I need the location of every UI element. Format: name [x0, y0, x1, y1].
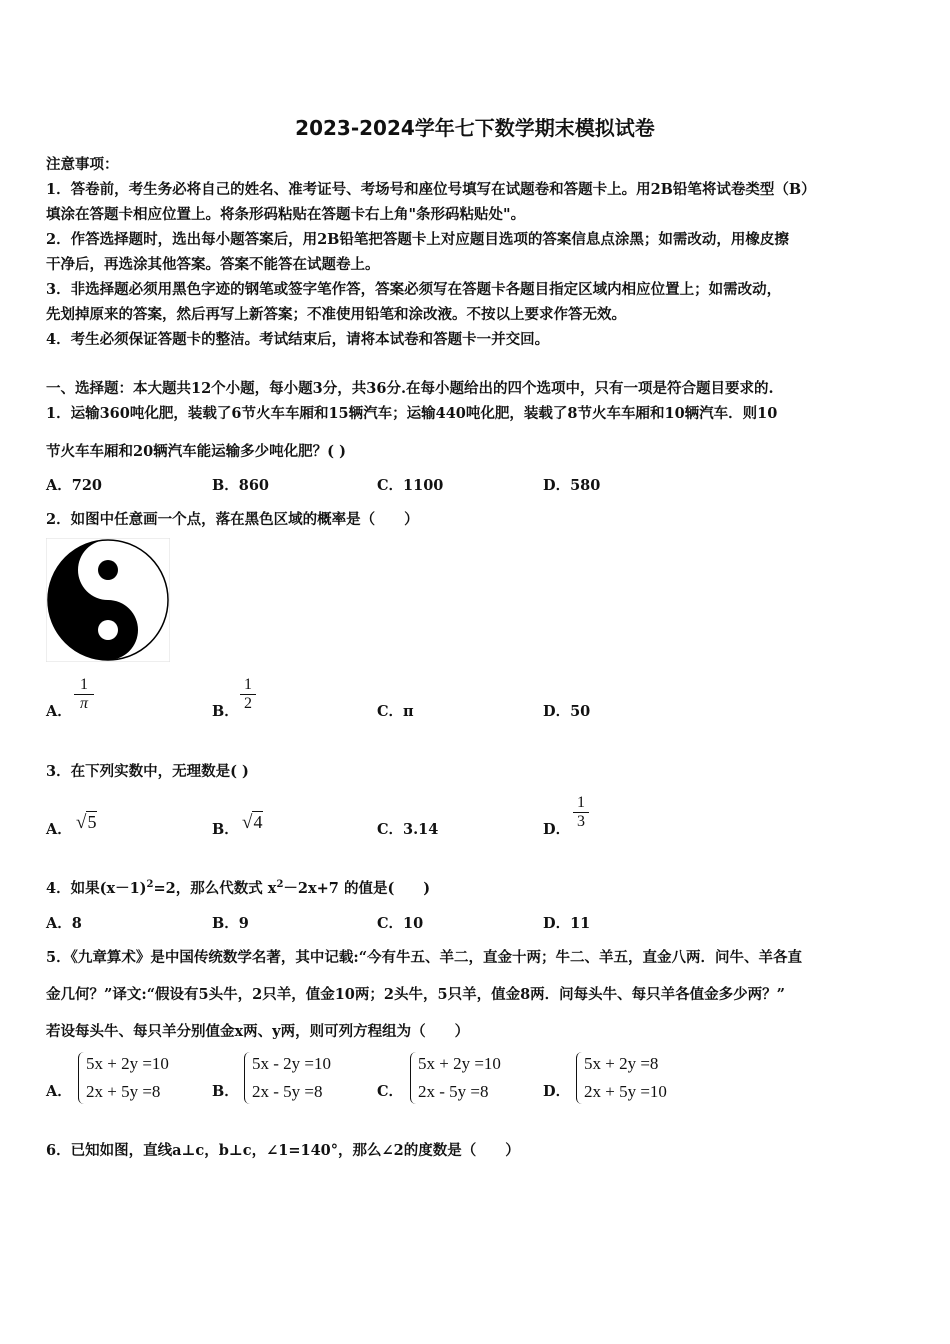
q3-b-radicand: 4 [253, 812, 263, 832]
question-4-sup-2: 2 [276, 879, 284, 891]
q2-a-denominator: π [74, 694, 94, 713]
q2-option-a: A． [46, 703, 72, 720]
question-6: 6．已知如图，直线a⊥c，b⊥c，∠1=140°，那么∠2的度数是（ ） [46, 1142, 520, 1159]
q3-option-d-fraction [573, 794, 589, 831]
question-4-part-a: 4．如果(x－1) [46, 880, 147, 897]
question-5-line-1: 5．《九章算术》是中国传统数学名著，其中记载:“今有牛五、羊二，直金十两；牛二、羊五，直金八两．问牛、羊各直 [46, 949, 803, 966]
q4-option-c: C．10 [377, 915, 424, 932]
notice-line-6: 先划掉原来的答案，然后再写上新答案；不准使用铅笔和涂改液。不按以上要求作答无效。 [46, 306, 626, 323]
q2-option-b-fraction [240, 676, 256, 713]
notice-line-7: 4．考生必须保证答题卡的整洁。考试结束后，请将本试卷和答题卡一并交回。 [46, 331, 550, 348]
question-4-part-b: =2，那么代数式 x [153, 880, 277, 897]
question-4-sup-1: 2 [146, 879, 154, 891]
q3-option-b-sqrt: √4 [242, 812, 263, 833]
q3-option-c: C．3.14 [377, 821, 439, 838]
q5-option-b-system [244, 1050, 331, 1106]
q2-a-numerator: 1 [80, 676, 88, 693]
notice-line-5: 3．非选择题必须用黑色字迹的钢笔或签字笔作答，答案必须写在答题卡各题目指定区域内相应位置上；如需改动， [46, 281, 782, 298]
q5-b-equation-1: 5x - 2y =10 [252, 1054, 331, 1073]
q5-b-brace [244, 1052, 251, 1104]
q2-option-d: D．50 [543, 703, 591, 720]
q3-d-numerator: 1 [577, 794, 585, 811]
q5-b-equation-2: 2x - 5y =8 [252, 1082, 323, 1101]
q5-c-equation-2: 2x - 5y =8 [418, 1082, 489, 1101]
q5-option-c-system [410, 1050, 501, 1106]
page-title: 2023-2024学年七下数学期末模拟试卷 [295, 116, 655, 140]
q5-d-equation-2: 2x + 5y =10 [584, 1082, 667, 1101]
notice-line-3: 2．作答选择题时，选出每小题答案后，用2B铅笔把答题卡上对应题目选项的答案信息点涂黑；如需改动，用橡皮擦 [46, 231, 789, 248]
q2-b-denominator: 2 [240, 694, 256, 713]
question-5-line-3: 若设每头牛、每只羊分别值金x两、y两，则可列方程组为（ ） [46, 1023, 470, 1040]
q2-b-numerator: 1 [244, 676, 252, 693]
notice-heading: 注意事项： [46, 156, 119, 173]
q5-option-a: A． [46, 1083, 72, 1100]
question-4-part-c: －2x+7 的值是( ) [283, 880, 431, 897]
notice-line-4: 干净后，再选涂其他答案。答案不能答在试题卷上。 [46, 256, 380, 273]
q5-option-b: B． [212, 1083, 239, 1100]
q5-option-c: C． [377, 1083, 404, 1100]
section-heading: 一、选择题：本大题共12个小题，每小题3分，共36分.在每小题给出的四个选项中，只有一项是符合题目要求的. [46, 380, 774, 397]
q5-option-d-system [576, 1050, 667, 1106]
q3-option-d: D． [543, 821, 571, 838]
q5-a-brace [78, 1052, 85, 1104]
q2-option-c: C．π [377, 703, 414, 720]
q5-a-equation-2: 2x + 5y =8 [86, 1082, 161, 1101]
q1-option-b: B．860 [212, 477, 270, 494]
question-5-line-2: 金几何？”译文:“假设有5头牛，2只羊，值金10两；2头牛，5只羊，值金8两．问每头牛、每只羊各值金多少两？” [46, 986, 785, 1003]
yin-yang-figure [46, 538, 170, 662]
q5-c-brace [410, 1052, 417, 1104]
q3-option-b: B． [212, 821, 239, 838]
q3-option-a-sqrt: √5 [76, 812, 97, 833]
q5-a-equation-1: 5x + 2y =10 [86, 1054, 169, 1073]
q4-option-d: D．11 [543, 915, 591, 932]
q5-d-equation-1: 5x + 2y =8 [584, 1054, 659, 1073]
q5-option-a-system [78, 1050, 169, 1106]
q2-option-a-fraction [74, 676, 94, 713]
q5-c-equation-1: 5x + 2y =10 [418, 1054, 501, 1073]
question-1-line-1: 1．运输360吨化肥，装载了6节火车车厢和15辆汽车；运输440吨化肥，装载了8节火车车厢和10辆汽车．则10 [46, 405, 778, 422]
question-3: 3．在下列实数中，无理数是( ) [46, 763, 249, 780]
q4-option-a: A．8 [46, 915, 82, 932]
question-4 [46, 877, 430, 898]
question-1-line-2: 节火车车厢和20辆汽车能运输多少吨化肥？( ) [46, 443, 346, 460]
q1-option-c: C．1100 [377, 477, 444, 494]
q1-option-a: A．720 [46, 477, 103, 494]
q5-d-brace [576, 1052, 583, 1104]
notice-line-2: 填涂在答题卡相应位置上。将条形码粘贴在答题卡右上角"条形码粘贴处"。 [46, 206, 526, 223]
q4-option-b: B．9 [212, 915, 249, 932]
q5-option-d: D． [543, 1083, 571, 1100]
q3-d-denominator: 3 [573, 812, 589, 831]
q1-option-d: D．580 [543, 477, 601, 494]
q2-option-b: B． [212, 703, 239, 720]
question-2: 2．如图中任意画一个点，落在黑色区域的概率是（ ） [46, 511, 419, 528]
q3-a-radicand: 5 [87, 812, 97, 832]
notice-line-1: 1．答卷前，考生务必将自己的姓名、准考证号、考场号和座位号填写在试题卷和答题卡上。用2B铅笔将试卷类型（B） [46, 181, 816, 198]
q3-option-a: A． [46, 821, 72, 838]
